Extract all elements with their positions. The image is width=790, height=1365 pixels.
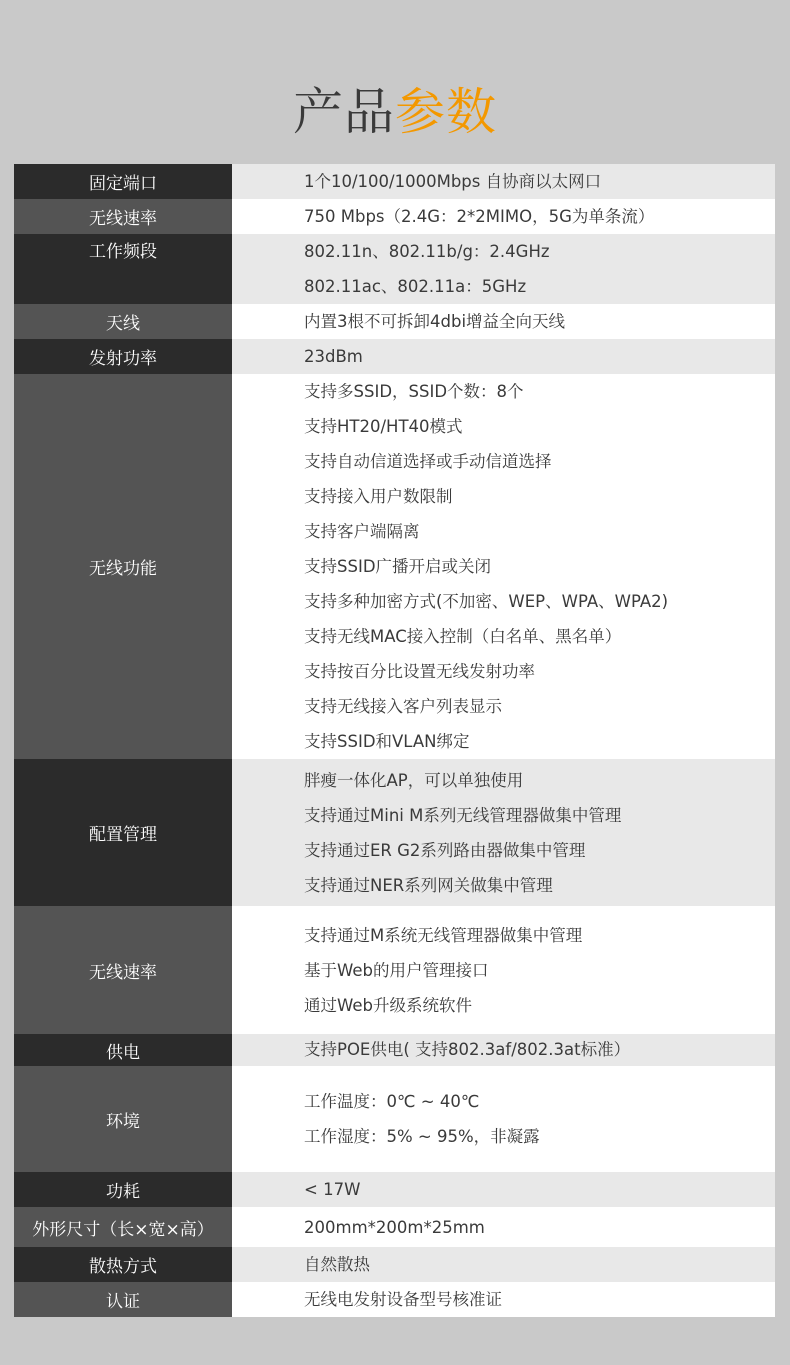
spec-label: 无线速率 bbox=[14, 199, 232, 234]
spec-label: 认证 bbox=[14, 1282, 232, 1317]
spec-values bbox=[232, 1282, 775, 1317]
spec-row-port bbox=[14, 164, 775, 199]
spec-values bbox=[232, 1034, 775, 1066]
spec-value: 支持通过Mini M系列无线管理器做集中管理 bbox=[304, 805, 622, 825]
title-main: 产品 bbox=[293, 82, 395, 141]
spec-label: 环境 bbox=[14, 1066, 232, 1172]
spec-value: 支持SSID广播开启或关闭 bbox=[304, 557, 492, 576]
spec-label: 天线 bbox=[14, 304, 232, 339]
spec-values bbox=[232, 906, 775, 1034]
spec-value: 胖瘦一体化AP，可以单独使用 bbox=[304, 770, 524, 790]
spec-value: 支持接入用户数限制 bbox=[304, 487, 453, 506]
spec-row-environment bbox=[14, 1066, 775, 1172]
spec-value: 支持通过NER系列网关做集中管理 bbox=[304, 875, 553, 895]
spec-table bbox=[14, 164, 775, 1317]
spec-value: 基于Web的用户管理接口 bbox=[304, 960, 489, 980]
spec-row-cooling bbox=[14, 1247, 775, 1282]
spec-value: 支持多SSID，SSID个数：8个 bbox=[304, 382, 524, 401]
spec-label: 工作频段 bbox=[14, 234, 232, 304]
spec-label: 发射功率 bbox=[14, 339, 232, 374]
spec-row-wireless-features bbox=[14, 374, 775, 759]
spec-label: 外形尺寸（长×宽×高） bbox=[14, 1207, 232, 1247]
spec-value: 支持按百分比设置无线发射功率 bbox=[304, 662, 535, 681]
spec-label: 无线速率 bbox=[14, 906, 232, 1034]
spec-value: 支持无线MAC接入控制（白名单、黑名单） bbox=[304, 627, 622, 646]
spec-value: 支持HT20/HT40模式 bbox=[304, 417, 463, 436]
spec-value: 工作湿度：5% ~ 95%，非凝露 bbox=[304, 1127, 540, 1146]
spec-value: 750 Mbps（2.4G：2*2MIMO，5G为单条流） bbox=[304, 207, 655, 226]
spec-values bbox=[232, 1066, 775, 1172]
spec-row-wireless-rate-mgmt bbox=[14, 906, 775, 1034]
spec-values bbox=[232, 199, 775, 234]
spec-values bbox=[232, 1207, 775, 1247]
spec-value: 无线电发射设备型号核准证 bbox=[304, 1290, 502, 1309]
spec-label: 散热方式 bbox=[14, 1247, 232, 1282]
spec-row-dimensions bbox=[14, 1207, 775, 1247]
spec-value: 支持POE供电( 支持802.3af/802.3at标准） bbox=[304, 1040, 631, 1059]
spec-value: 通过Web升级系统软件 bbox=[304, 995, 472, 1015]
spec-value: 支持无线接入客户列表显示 bbox=[304, 697, 502, 716]
spec-label: 配置管理 bbox=[14, 759, 232, 906]
spec-label: 供电 bbox=[14, 1034, 232, 1066]
spec-value: 802.11n、802.11b/g：2.4GHz bbox=[304, 242, 550, 261]
spec-values bbox=[232, 164, 775, 199]
spec-row-power-supply bbox=[14, 1034, 775, 1066]
spec-row-wireless-rate bbox=[14, 199, 775, 234]
spec-value: 支持客户端隔离 bbox=[304, 522, 420, 541]
spec-row-band bbox=[14, 234, 775, 304]
spec-values bbox=[232, 759, 775, 906]
spec-value: 1个10/100/1000Mbps 自协商以太网口 bbox=[304, 172, 602, 191]
spec-value: 支持多种加密方式(不加密、WEP、WPA、WPA2) bbox=[304, 592, 669, 611]
spec-value: 200mm*200m*25mm bbox=[304, 1217, 485, 1237]
spec-values bbox=[232, 339, 775, 374]
spec-row-consumption bbox=[14, 1172, 775, 1207]
spec-row-antenna bbox=[14, 304, 775, 339]
spec-values bbox=[232, 234, 775, 304]
spec-values bbox=[232, 304, 775, 339]
spec-values bbox=[232, 1172, 775, 1207]
spec-row-tx-power bbox=[14, 339, 775, 374]
title-accent: 参数 bbox=[395, 82, 497, 141]
spec-value: 支持通过M系统无线管理器做集中管理 bbox=[304, 925, 583, 945]
spec-value: 支持SSID和VLAN绑定 bbox=[304, 732, 470, 751]
spec-values bbox=[232, 374, 775, 759]
spec-values bbox=[232, 1247, 775, 1282]
spec-value: 23dBm bbox=[304, 347, 363, 366]
spec-row-certification bbox=[14, 1282, 775, 1317]
spec-label: 固定端口 bbox=[14, 164, 232, 199]
spec-value: 支持自动信道选择或手动信道选择 bbox=[304, 452, 552, 471]
spec-value: 支持通过ER G2系列路由器做集中管理 bbox=[304, 840, 586, 860]
spec-label: 功耗 bbox=[14, 1172, 232, 1207]
spec-value: 自然散热 bbox=[304, 1255, 370, 1274]
page-title bbox=[0, 82, 790, 142]
spec-row-management bbox=[14, 759, 775, 906]
spec-value: 内置3根不可拆卸4dbi增益全向天线 bbox=[304, 312, 566, 331]
spec-value: < 17W bbox=[304, 1180, 361, 1199]
spec-label: 无线功能 bbox=[14, 374, 232, 759]
spec-value: 802.11ac、802.11a：5GHz bbox=[304, 277, 527, 296]
spec-value: 工作温度：0℃ ~ 40℃ bbox=[304, 1092, 480, 1111]
